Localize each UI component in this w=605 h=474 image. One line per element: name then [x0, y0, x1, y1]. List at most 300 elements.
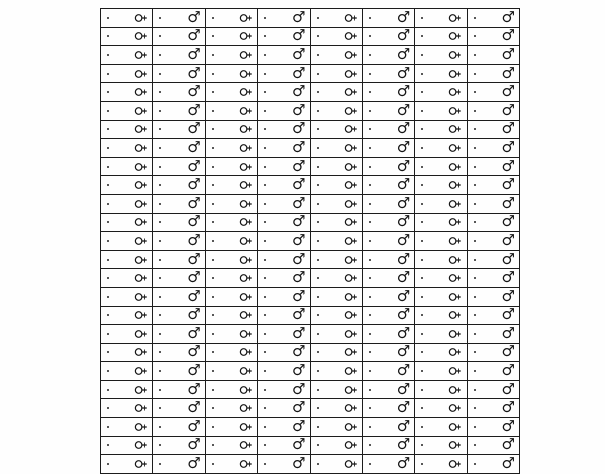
cell-dot — [421, 221, 423, 223]
cell-dot — [421, 407, 423, 409]
cell-dot — [421, 110, 423, 112]
cell-dot — [212, 73, 214, 75]
male-symbol: ♂ — [292, 101, 306, 119]
female-symbol: ♀ — [447, 198, 464, 209]
male-symbol: ♂ — [396, 45, 411, 64]
grid-cell — [362, 380, 414, 399]
grid-cell — [415, 306, 467, 325]
cell-dot — [369, 54, 371, 56]
cell-dot — [317, 147, 319, 149]
cell-dot — [264, 351, 266, 353]
grid-cell — [205, 306, 257, 325]
grid-cell — [415, 436, 467, 455]
grid-cell — [153, 269, 205, 288]
cell-dot — [107, 17, 109, 19]
female-symbol: ♀ — [133, 198, 150, 209]
grid-row — [101, 120, 520, 139]
cell-dot — [159, 370, 161, 372]
cell-dot — [264, 184, 266, 186]
grid-cell — [153, 27, 205, 46]
female-symbol: ♀ — [447, 272, 464, 284]
cell-dot — [212, 444, 214, 446]
grid-cell — [467, 287, 519, 306]
female-symbol: ♀ — [342, 87, 359, 98]
grid-cell — [310, 436, 362, 455]
female-symbol: ♀ — [133, 384, 150, 395]
female-symbol: ♀ — [237, 12, 254, 23]
grid-cell — [101, 232, 153, 251]
cell-dot — [421, 351, 423, 353]
cell-dot — [474, 35, 476, 37]
grid-cell — [310, 325, 362, 344]
grid-cell — [467, 27, 519, 46]
cell-dot — [264, 35, 266, 37]
cell-dot — [159, 128, 161, 130]
cell-dot — [264, 240, 266, 242]
cell-dot — [264, 73, 266, 75]
male-symbol: ♂ — [501, 231, 515, 250]
female-symbol: ♀ — [133, 180, 150, 191]
cell-dot — [317, 463, 319, 465]
cell-dot — [212, 351, 214, 353]
grid-row — [101, 455, 520, 474]
grid-cell — [362, 287, 414, 306]
grid-cell — [415, 101, 467, 120]
female-symbol: ♀ — [237, 384, 254, 395]
grid-cell — [310, 27, 362, 46]
cell-dot — [369, 333, 371, 335]
grid-cell — [362, 46, 414, 65]
cell-dot — [212, 128, 214, 130]
male-symbol: ♂ — [396, 194, 411, 212]
cell-dot — [474, 166, 476, 168]
cell-dot — [212, 370, 214, 372]
grid-cell — [153, 157, 205, 176]
cell-dot — [421, 17, 423, 19]
cell-dot — [107, 147, 109, 149]
cell-dot — [264, 277, 266, 279]
male-symbol: ♂ — [396, 27, 411, 45]
female-symbol: ♀ — [133, 31, 150, 42]
female-symbol: ♀ — [342, 124, 359, 135]
cell-dot — [369, 444, 371, 446]
grid-cell — [258, 46, 310, 65]
cell-dot — [212, 184, 214, 186]
male-symbol: ♂ — [501, 64, 515, 82]
grid-cell — [362, 157, 414, 176]
grid-cell — [362, 399, 414, 418]
cell-dot — [107, 351, 109, 353]
female-symbol: ♀ — [237, 68, 254, 79]
cell-dot — [421, 463, 423, 465]
grid-row — [101, 436, 520, 455]
grid-cell — [258, 139, 310, 158]
grid-cell — [153, 418, 205, 437]
grid-cell — [467, 362, 519, 381]
cell-dot — [264, 296, 266, 298]
grid-cell — [310, 64, 362, 83]
male-symbol: ♂ — [501, 417, 515, 436]
female-symbol: ♀ — [447, 421, 464, 432]
grid-cell — [415, 399, 467, 418]
female-symbol: ♀ — [133, 365, 150, 377]
female-symbol: ♀ — [447, 254, 464, 265]
cell-dot — [159, 203, 161, 205]
male-symbol: ♂ — [292, 45, 306, 64]
grid-cell — [362, 232, 414, 251]
male-symbol: ♂ — [187, 324, 201, 343]
female-symbol: ♀ — [447, 235, 464, 247]
grid-cell — [258, 83, 310, 102]
cell-dot — [212, 296, 214, 298]
grid-cell — [362, 418, 414, 437]
grid-cell — [310, 9, 362, 28]
cell-dot — [159, 333, 161, 335]
cell-dot — [317, 370, 319, 372]
cell-dot — [474, 110, 476, 112]
grid-cell — [101, 101, 153, 120]
female-symbol: ♀ — [237, 161, 254, 172]
male-symbol: ♂ — [187, 436, 201, 454]
grid-cell — [205, 269, 257, 288]
female-symbol: ♀ — [447, 12, 464, 23]
grid-cell — [258, 269, 310, 288]
grid-cell — [467, 157, 519, 176]
cell-dot — [317, 426, 319, 428]
grid-cell — [153, 9, 205, 28]
female-symbol: ♀ — [447, 68, 464, 79]
cell-dot — [421, 240, 423, 242]
grid-cell — [101, 46, 153, 65]
cell-dot — [369, 240, 371, 242]
male-symbol: ♂ — [501, 287, 515, 305]
grid-cell — [153, 306, 205, 325]
grid-cell — [415, 213, 467, 232]
male-symbol: ♂ — [187, 213, 201, 231]
grid-cell — [258, 232, 310, 251]
cell-dot — [369, 277, 371, 279]
female-symbol: ♀ — [133, 87, 150, 98]
grid-row — [101, 213, 520, 232]
cell-dot — [317, 91, 319, 93]
cell-dot — [474, 314, 476, 316]
grid-cell — [467, 46, 519, 65]
grid-cell — [310, 157, 362, 176]
male-symbol: ♂ — [501, 138, 515, 157]
cell-dot — [369, 389, 371, 391]
grid-cell — [415, 120, 467, 139]
cell-dot — [212, 203, 214, 205]
cell-dot — [369, 184, 371, 186]
male-symbol: ♂ — [501, 157, 515, 175]
grid-cell — [258, 27, 310, 46]
male-symbol: ♂ — [187, 175, 201, 194]
cell-dot — [421, 389, 423, 391]
cell-dot — [421, 314, 423, 316]
female-symbol: ♀ — [133, 347, 150, 358]
male-symbol: ♂ — [396, 343, 411, 361]
grid-row — [101, 232, 520, 251]
cell-dot — [317, 444, 319, 446]
cell-dot — [317, 221, 319, 223]
grid-cell — [101, 380, 153, 399]
grid-cell — [205, 380, 257, 399]
grid-cell — [310, 194, 362, 213]
cell-dot — [212, 333, 214, 335]
cell-dot — [107, 426, 109, 428]
cell-dot — [474, 54, 476, 56]
female-symbol: ♀ — [237, 180, 254, 191]
cell-dot — [264, 333, 266, 335]
male-symbol: ♂ — [187, 306, 201, 324]
female-symbol: ♀ — [237, 217, 254, 228]
female-symbol: ♀ — [237, 347, 254, 358]
grid-cell — [415, 9, 467, 28]
grid-cell — [467, 250, 519, 269]
grid-cell — [310, 343, 362, 362]
cell-dot — [107, 370, 109, 372]
male-symbol: ♂ — [187, 231, 201, 250]
female-symbol: ♀ — [447, 440, 464, 451]
grid-row — [101, 139, 520, 158]
male-symbol: ♂ — [187, 82, 201, 101]
cell-dot — [107, 166, 109, 168]
grid-cell — [258, 380, 310, 399]
cell-dot — [107, 463, 109, 465]
grid-cell — [153, 213, 205, 232]
grid-cell — [258, 213, 310, 232]
cell-dot — [212, 147, 214, 149]
female-symbol: ♀ — [237, 403, 254, 414]
grid-row — [101, 250, 520, 269]
cell-dot — [159, 314, 161, 316]
male-symbol: ♂ — [396, 417, 411, 436]
grid-cell — [258, 362, 310, 381]
female-symbol: ♀ — [237, 310, 254, 321]
cell-dot — [369, 314, 371, 316]
cell-dot — [474, 240, 476, 242]
cell-dot — [212, 17, 214, 19]
grid-cell — [101, 436, 153, 455]
cell-dot — [159, 240, 161, 242]
cell-dot — [107, 314, 109, 316]
grid-cell — [258, 176, 310, 195]
cell-dot — [421, 128, 423, 130]
grid-cell — [101, 83, 153, 102]
grid-cell — [362, 139, 414, 158]
cell-dot — [212, 426, 214, 428]
female-symbol: ♀ — [342, 142, 359, 154]
grid-row — [101, 380, 520, 399]
female-symbol: ♀ — [133, 291, 150, 302]
female-symbol: ♀ — [447, 49, 464, 61]
cell-dot — [212, 277, 214, 279]
male-symbol: ♂ — [501, 268, 515, 287]
grid-cell — [415, 455, 467, 474]
grid-cell — [101, 157, 153, 176]
grid-cell — [205, 176, 257, 195]
grid-cell — [467, 64, 519, 83]
grid-cell — [205, 213, 257, 232]
cell-dot — [264, 128, 266, 130]
grid-cell — [467, 120, 519, 139]
cell-dot — [474, 184, 476, 186]
grid-cell — [310, 83, 362, 102]
cell-dot — [474, 444, 476, 446]
grid-cell — [101, 194, 153, 213]
cell-dot — [474, 73, 476, 75]
grid-cell — [467, 139, 519, 158]
male-symbol: ♂ — [292, 250, 306, 268]
cell-dot — [421, 35, 423, 37]
female-symbol: ♀ — [237, 235, 254, 247]
cell-dot — [421, 370, 423, 372]
cell-dot — [369, 370, 371, 372]
grid-row — [101, 399, 520, 418]
female-symbol: ♀ — [133, 217, 150, 228]
cell-dot — [369, 351, 371, 353]
cell-dot — [212, 166, 214, 168]
cell-dot — [474, 259, 476, 261]
grid-cell — [415, 250, 467, 269]
female-symbol: ♀ — [447, 87, 464, 98]
cell-dot — [369, 73, 371, 75]
cell-dot — [264, 91, 266, 93]
grid-row — [101, 64, 520, 83]
grid-cell — [205, 343, 257, 362]
cell-dot — [317, 128, 319, 130]
male-symbol: ♂ — [501, 324, 515, 343]
cell-dot — [159, 17, 161, 19]
male-symbol: ♂ — [396, 436, 411, 454]
cell-dot — [317, 203, 319, 205]
cell-dot — [474, 203, 476, 205]
cell-dot — [369, 35, 371, 37]
grid-cell — [362, 306, 414, 325]
grid-cell — [415, 176, 467, 195]
female-symbol: ♀ — [237, 365, 254, 377]
grid-cell — [205, 27, 257, 46]
cell-dot — [159, 73, 161, 75]
female-symbol: ♀ — [342, 180, 359, 191]
cell-dot — [421, 203, 423, 205]
cell-dot — [212, 221, 214, 223]
grid-row — [101, 194, 520, 213]
cell-dot — [264, 221, 266, 223]
female-symbol: ♀ — [342, 291, 359, 302]
male-symbol: ♂ — [187, 45, 201, 64]
female-symbol: ♀ — [342, 310, 359, 321]
male-symbol: ♂ — [187, 8, 201, 26]
grid-cell — [153, 176, 205, 195]
grid-cell — [101, 250, 153, 269]
male-symbol: ♂ — [396, 306, 411, 324]
grid-cell — [467, 418, 519, 437]
female-symbol: ♀ — [447, 384, 464, 395]
grid-cell — [205, 101, 257, 120]
grid-cell — [362, 455, 414, 474]
grid-cell — [362, 83, 414, 102]
grid-row — [101, 27, 520, 46]
female-symbol: ♀ — [133, 328, 150, 340]
cell-dot — [474, 17, 476, 19]
grid-cell — [205, 64, 257, 83]
grid-row — [101, 157, 520, 176]
male-symbol: ♂ — [292, 324, 306, 343]
grid-cell — [415, 325, 467, 344]
male-symbol: ♂ — [396, 231, 411, 250]
grid-row — [101, 325, 520, 344]
cell-dot — [421, 259, 423, 261]
grid-cell — [362, 436, 414, 455]
cell-dot — [474, 389, 476, 391]
cell-dot — [107, 221, 109, 223]
female-symbol: ♀ — [237, 458, 254, 470]
cell-dot — [421, 184, 423, 186]
grid-cell — [153, 362, 205, 381]
grid-cell — [101, 455, 153, 474]
cell-dot — [107, 240, 109, 242]
grid-cell — [310, 232, 362, 251]
grid-cell — [415, 27, 467, 46]
cell-dot — [264, 444, 266, 446]
cell-dot — [212, 407, 214, 409]
cell-dot — [369, 128, 371, 130]
male-symbol: ♂ — [292, 82, 306, 101]
cell-dot — [159, 54, 161, 56]
male-symbol: ♂ — [187, 361, 201, 380]
male-symbol: ♂ — [396, 8, 411, 26]
female-symbol: ♀ — [342, 217, 359, 228]
male-symbol: ♂ — [292, 138, 306, 157]
male-symbol: ♂ — [187, 454, 201, 473]
female-symbol: ♀ — [133, 161, 150, 172]
grid-cell — [258, 101, 310, 120]
female-symbol: ♀ — [237, 291, 254, 302]
cell-dot — [264, 463, 266, 465]
grid-cell — [415, 362, 467, 381]
female-symbol: ♀ — [342, 31, 359, 42]
male-symbol: ♂ — [292, 120, 306, 138]
grid-cell — [205, 399, 257, 418]
female-symbol: ♀ — [342, 440, 359, 451]
grid-cell — [101, 213, 153, 232]
cell-dot — [317, 184, 319, 186]
grid-cell — [415, 83, 467, 102]
cell-dot — [474, 351, 476, 353]
male-symbol: ♂ — [292, 157, 306, 175]
cell-dot — [107, 73, 109, 75]
male-symbol: ♂ — [292, 8, 306, 26]
grid-cell — [310, 306, 362, 325]
grid-cell — [258, 157, 310, 176]
grid-cell — [258, 455, 310, 474]
grid-cell — [310, 362, 362, 381]
cell-dot — [107, 35, 109, 37]
male-symbol: ♂ — [187, 250, 201, 268]
cell-dot — [159, 463, 161, 465]
grid-cell — [362, 27, 414, 46]
grid-cell — [101, 120, 153, 139]
grid-cell — [362, 213, 414, 232]
female-symbol: ♀ — [342, 347, 359, 358]
cell-dot — [369, 110, 371, 112]
cell-dot — [474, 128, 476, 130]
grid-cell — [310, 213, 362, 232]
female-symbol: ♀ — [133, 310, 150, 321]
grid-cell — [467, 436, 519, 455]
grid-cell — [153, 139, 205, 158]
